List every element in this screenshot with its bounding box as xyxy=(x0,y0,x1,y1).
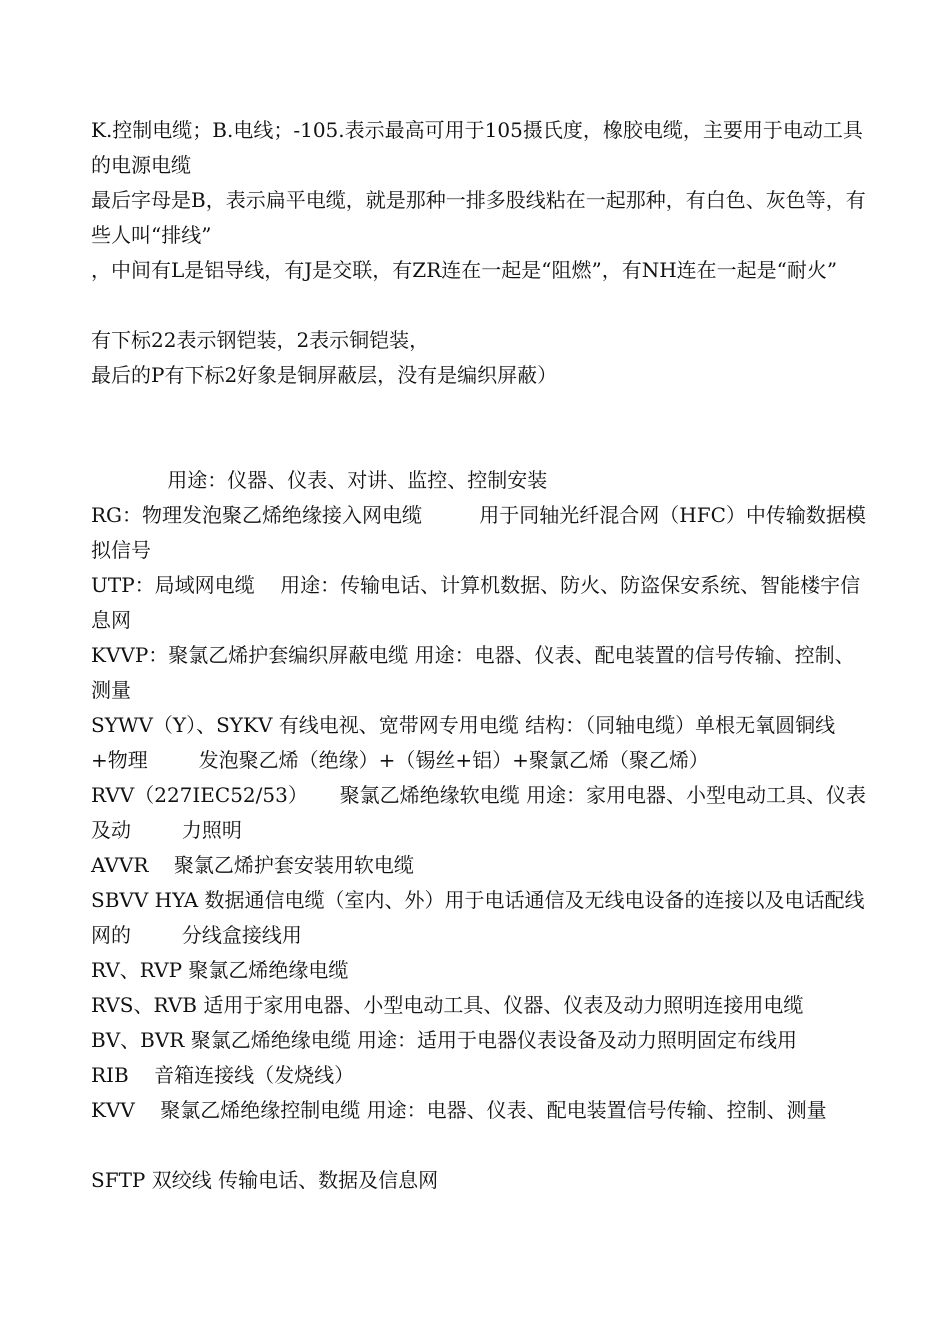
spec-rv-rvp: RV、RVP 聚氯乙烯绝缘电缆 xyxy=(91,958,349,982)
spec-sftp: SFTP 双绞线 传输电话、数据及信息网 xyxy=(91,1168,439,1192)
spec-rvv: RVV（227IEC52/53） 聚氯乙烯绝缘软电缆 用途：家用电器、小型电动工具、仪表及动 力照明 xyxy=(91,783,866,842)
spec-kvv: KVV 聚氯乙烯绝缘控制电缆 用途：电器、仪表、配电装置信号传输、控制、测量 xyxy=(91,1098,827,1122)
spec-kvvp: KVVP：聚氯乙烯护套编织屏蔽电缆 用途：电器、仪表、配电装置的信号传输、控制、测量 xyxy=(91,643,855,702)
intro-paragraph-1: K.控制电缆；B.电线；-105.表示最高可用于105摄氏度，橡胶电缆，主要用于电动工具的电源电缆 xyxy=(91,118,863,177)
intro-paragraph-4: 有下标22表示钢铠装，2表示铜铠装， xyxy=(91,328,430,352)
spec-usage-line: 用途：仪器、仪表、对讲、监控、控制安装 xyxy=(91,468,548,492)
spec-rib: RIB 音箱连接线（发烧线） xyxy=(91,1063,355,1087)
spec-rvs-rvb: RVS、RVB 适用于家用电器、小型电动工具、仪器、仪表及动力照明连接用电缆 xyxy=(91,993,804,1017)
spec-avvr: AVVR 聚氯乙烯护套安装用软电缆 xyxy=(91,853,414,877)
intro-paragraph-5: 最后的P有下标2好象是铜屏蔽层，没有是编织屏蔽） xyxy=(91,363,558,387)
spec-sbvv-hya: SBVV HYA 数据通信电缆（室内、外）用于电话通信及无线电设备的连接以及电话配线网的 分线盒接线用 xyxy=(91,888,865,947)
intro-paragraph-3: ，中间有L是铝导线，有J是交联，有ZR连在一起是“阻燃”，有NH连在一起是“耐火” xyxy=(91,258,838,282)
intro-paragraph-2: 最后字母是B，表示扁平电缆，就是那种一排多股线粘在一起那种，有白色、灰色等，有些人叫“排线” xyxy=(91,188,866,247)
spec-utp: UTP：局域网电缆 用途：传输电话、计算机数据、防火、防盗保安系统、智能楼宇信息网 xyxy=(91,573,861,632)
spec-sywv: SYWV（Y）、SYKV 有线电视、宽带网专用电缆 结构：（同轴电缆）单根无氧圆铜线+物理 发泡聚乙烯（绝缘）+（锡丝+铝）+聚氯乙烯（聚乙烯） xyxy=(91,713,836,772)
spec-rg: RG：物理发泡聚乙烯绝缘接入网电缆 用于同轴光纤混合网（HFC）中传输数据模拟信号 xyxy=(91,503,866,562)
spec-bv-bvr: BV、BVR 聚氯乙烯绝缘电缆 用途：适用于电器仪表设备及动力照明固定布线用 xyxy=(91,1028,798,1052)
